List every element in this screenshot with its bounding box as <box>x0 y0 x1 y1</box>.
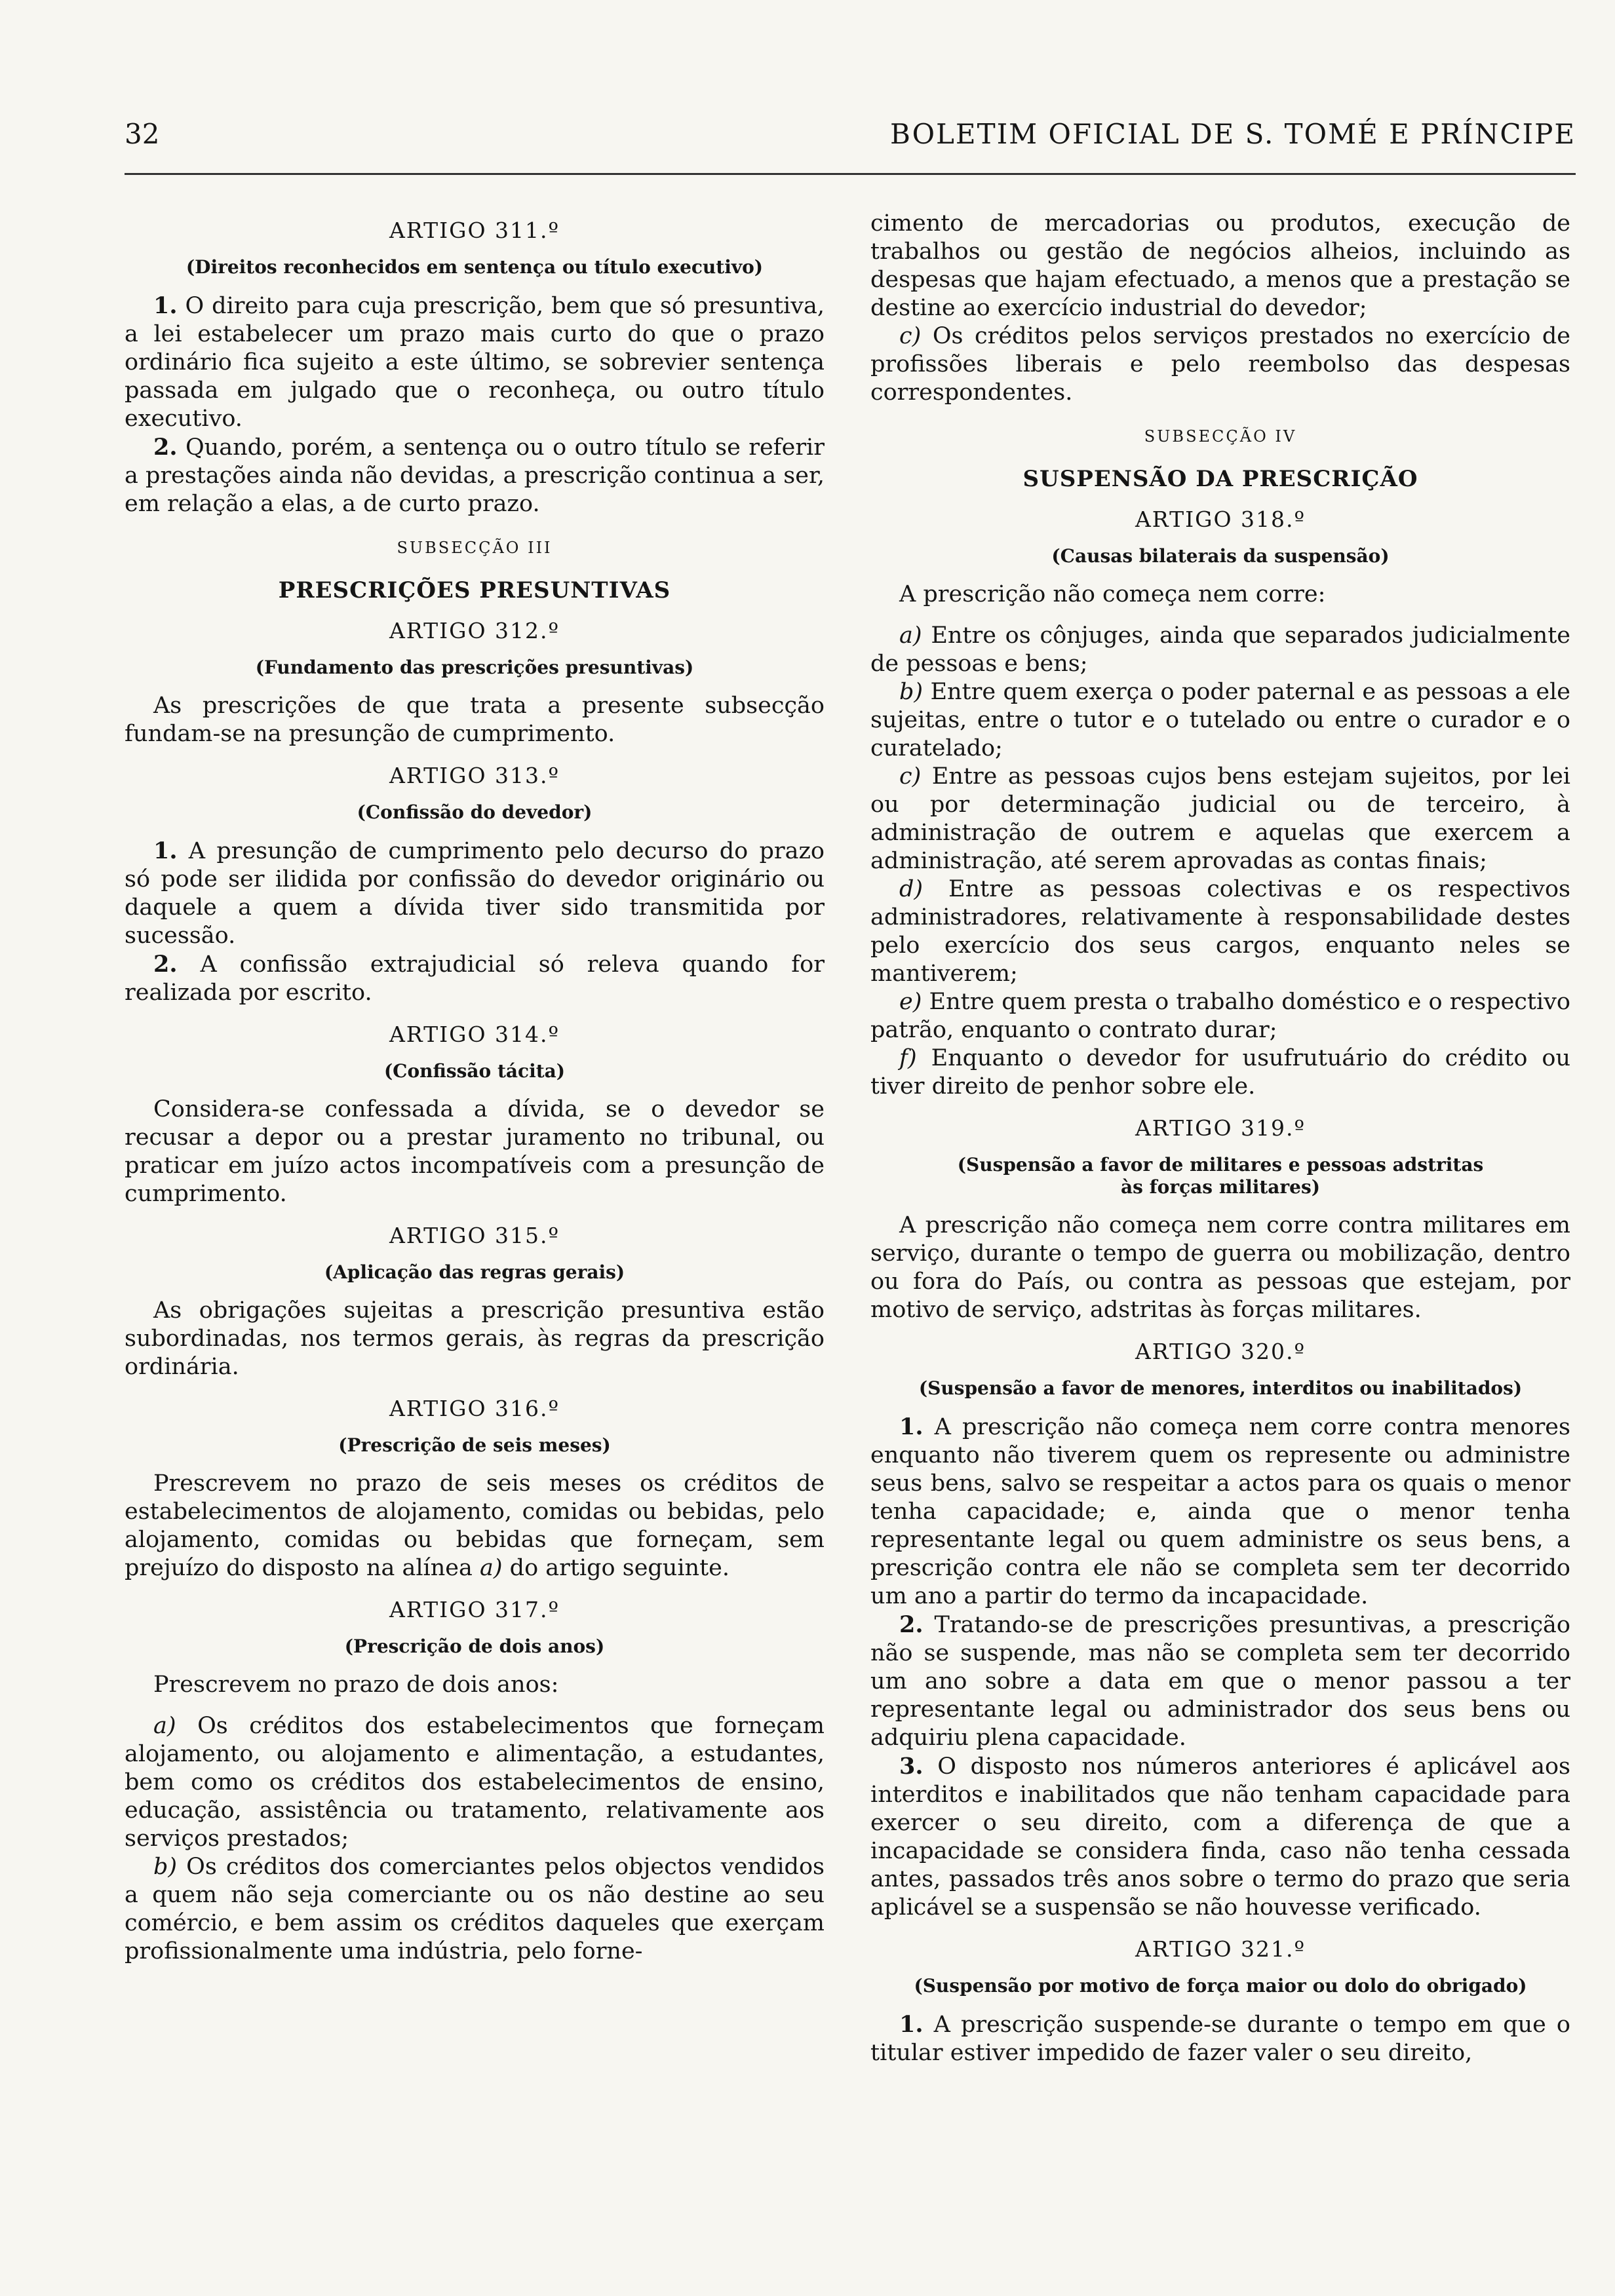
article-315 <box>125 1221 825 1381</box>
paragraph-text: Prescrevem no prazo de dois anos: <box>153 1672 559 1698</box>
right-column <box>870 210 1570 2067</box>
paragraph-number: 1. <box>153 837 178 864</box>
paragraph-text: A prescrição suspende-se durante o tempo em que o titular estiver impedido de fazer valer o seu direito, <box>870 2012 1570 2066</box>
paragraph <box>870 1413 1570 1611</box>
paragraph <box>870 1752 1570 1922</box>
article-title: ARTIGO 316.º <box>389 1396 560 1421</box>
list-item <box>870 322 1570 407</box>
paragraph-text: O direito para cuja prescrição, bem que só presuntiva, a lei estabelecer um prazo mais curto do que o prazo ordinário fica sujeito a este último, se sobrevier sentença passada em julgado que o reconheça, ou outro título executivo. <box>125 293 825 432</box>
paragraph-text: Considera-se confessada a dívida, se o devedor se recusar a depor ou a prestar juramento no tribunal, ou praticar em juízo actos incompatíveis com a presunção de cumprimento. <box>125 1096 825 1207</box>
item-label: e) <box>899 989 922 1015</box>
alinea-reference: a) <box>480 1555 503 1581</box>
article-title: ARTIGO 319.º <box>1135 1115 1306 1141</box>
paragraph-text: Quando, porém, a sentença ou o outro título se referir a prestações ainda não devidas, a prescrição continua a ser, em relação a elas, a de curto prazo. <box>125 434 825 517</box>
item-label: f) <box>899 1045 917 1071</box>
article-subtitle: (Suspensão a favor de menores, interditos ou inabilitados) <box>918 1377 1523 1399</box>
item-label: b) <box>153 1854 178 1880</box>
paragraph <box>125 292 825 433</box>
paragraph-text: A prescrição não começa nem corre contra militares em serviço, durante o tempo de guerra ou mobilização, dentro ou fora do País, ou contra as pessoas que estejam, por motivo de serviço, adstritas às forças militares. <box>870 1212 1570 1323</box>
paragraph-text: A prescrição não começa nem corre contra menores enquanto não tiverem quem os represente ou administre seus bens, salvo se respeitar a actos para os quais o menor tenha capacidade; e, ainda que o menor tenha representante legal ou quem administre os seus bens, a prescrição contra ele não se completa sem ter decorrido um ano a partir do termo da incapacidade. <box>870 1414 1570 1609</box>
paragraph <box>125 433 825 518</box>
article-311 <box>125 216 825 518</box>
article-subtitle: (Prescrição de dois anos) <box>344 1636 605 1657</box>
list-item <box>870 1044 1570 1101</box>
paragraph <box>125 1470 825 1582</box>
article-subtitle: (Causas bilaterais da suspensão) <box>1051 545 1390 567</box>
page-number: 32 <box>125 118 160 150</box>
paragraph-text: A presunção de cumprimento pelo decurso do prazo só pode ser ilidida por confissão do devedor originário ou daquele a quem a dívida tiver sido transmitida por sucessão. <box>125 838 825 949</box>
list-item <box>870 988 1570 1044</box>
item-label: c) <box>899 323 922 349</box>
paragraph-text: Tratando-se de prescrições presuntivas, a prescrição não se suspende, mas não se completa sem ter decorrido um ano sobre a data em que o menor passou a ter representante legal ou administrador dos seus bens ou adquiriu plena capacidade. <box>870 1612 1570 1751</box>
article-subtitle: (Direitos reconhecidos em sentença ou título executivo) <box>185 256 764 278</box>
item-text: Os créditos pelos serviços prestados no exercício de profissões liberais e pelo reembolso das despesas correspondentes. <box>870 323 1570 406</box>
subsection-title: SUSPENSÃO DA PRESCRIÇÃO <box>1022 466 1418 492</box>
paragraph-number: 2. <box>153 434 178 461</box>
article-312 <box>125 617 825 748</box>
article-title: ARTIGO 317.º <box>389 1597 560 1622</box>
paragraph-text: O disposto nos números anteriores é aplicável aos interditos e inabilitados que não tenham capacidade para exercer o seu direito, com a diferença de que a incapacidade se considera finda, caso não tenha cessada antes, passados três anos sobre o termo do prazo que seria aplicável se a suspensão se não houvesse verificado. <box>870 1753 1570 1921</box>
paragraph-number: 2. <box>153 951 178 978</box>
article-title: ARTIGO 320.º <box>1135 1339 1306 1364</box>
article-subtitle-line: (Suspensão a favor de militares e pessoas adstritas <box>957 1154 1484 1176</box>
paragraph-text: As prescrições de que trata a presente subsecção fundam-se na presunção de cumprimento. <box>125 693 825 747</box>
paragraph-text: A confissão extrajudicial só releva quando for realizada por escrito. <box>125 951 825 1006</box>
article-subtitle: (Fundamento das prescrições presuntivas) <box>255 657 694 678</box>
item-text: Entre quem presta o trabalho doméstico e o respectivo patrão, enquanto o contrato durar; <box>870 989 1570 1043</box>
article-subtitle: (Suspensão por motivo de força maior ou dolo do obrigado) <box>914 1975 1527 1997</box>
paragraph-number: 1. <box>899 2011 924 2038</box>
article-subtitle <box>870 1154 1570 1198</box>
article-317 <box>125 1596 825 1966</box>
item-text: Os créditos dos estabelecimentos que forneçam alojamento, ou alojamento e alimentação, a estudantes, bem como os créditos dos estabelecimentos de ensino, educação, assistência ou tratamento, relativamente aos serviços prestados; <box>125 1713 825 1852</box>
list-item <box>125 1712 825 1853</box>
paragraph-text: A prescrição não começa nem corre: <box>899 581 1326 607</box>
article-subtitle: (Prescrição de seis meses) <box>338 1434 611 1456</box>
article-subtitle: (Confissão do devedor) <box>357 801 593 823</box>
paragraph <box>125 837 825 950</box>
subsection-title: PRESCRIÇÕES PRESUNTIVAS <box>278 577 671 603</box>
header-rule <box>125 173 1576 175</box>
paragraph-text: Prescrevem no prazo de seis meses os créditos de estabelecimentos de alojamento, comidas ou bebidas, pelo alojamento, comidas ou bebidas que forneçam, sem prejuízo do disposto na alínea <box>125 1470 825 1581</box>
article-title: ARTIGO 315.º <box>389 1223 560 1248</box>
article-title: ARTIGO 312.º <box>389 618 560 643</box>
list-item <box>870 875 1570 988</box>
paragraph <box>125 950 825 1007</box>
item-text: Entre quem exerça o poder paternal e as pessoas a ele sujeitas, entre o tutor e o tutelado ou entre o curador e o curatelado; <box>870 679 1570 761</box>
continued-text: cimento de mercadorias ou produtos, execução de trabalhos ou gestão de negócios alheios, incluindo as despesas que hajam efectuado, a menos que a prestação se destine ao exercício industrial do devedor; <box>870 210 1570 321</box>
article-title: ARTIGO 314.º <box>389 1022 560 1047</box>
article-321 <box>870 1935 1570 2067</box>
article-title: ARTIGO 311.º <box>389 218 560 243</box>
item-label: b) <box>899 679 924 705</box>
item-label: c) <box>899 763 922 790</box>
paragraph-number: 1. <box>153 292 178 319</box>
list-item <box>125 1853 825 1966</box>
article-320 <box>870 1337 1570 1922</box>
article-title: ARTIGO 321.º <box>1135 1936 1306 1962</box>
list-item <box>870 678 1570 763</box>
article-subtitle: (Confissão tácita) <box>383 1060 566 1082</box>
item-label: d) <box>899 876 924 902</box>
item-text: Entre as pessoas colectivas e os respectivos administradores, relativamente à responsabilidade destes pelo exercício dos seus cargos, enquanto neles se mantiverem; <box>870 876 1570 987</box>
item-text: Entre as pessoas cujos bens estejam sujeitos, por lei ou por determinação judicial ou de terceiro, à administração de outrem e aquelas que exercem a administração, até serem aprovadas as contas finais; <box>870 763 1570 874</box>
item-text: Entre os cônjuges, ainda que separados judicialmente de pessoas e bens; <box>870 622 1570 677</box>
page-header <box>125 118 1576 170</box>
subsection-label: SUBSECÇÃO III <box>397 539 553 557</box>
list-item <box>870 763 1570 875</box>
article-316 <box>125 1394 825 1582</box>
subsection-label: SUBSECÇÃO IV <box>1144 427 1297 446</box>
left-column <box>125 210 825 1966</box>
paragraph-text: do artigo seguinte. <box>509 1555 730 1581</box>
running-title: BOLETIM OFICIAL DE S. TOMÉ E PRÍNCIPE <box>889 118 1576 150</box>
paragraph <box>870 1611 1570 1752</box>
article-314 <box>125 1020 825 1208</box>
paragraph <box>870 2010 1570 2067</box>
paragraph-number: 2. <box>899 1611 924 1638</box>
article-title: ARTIGO 318.º <box>1135 507 1306 532</box>
paragraph-number: 3. <box>899 1753 924 1780</box>
article-313 <box>125 761 825 1007</box>
list-item <box>870 622 1570 678</box>
article-subtitle-line: às forças militares) <box>1120 1176 1321 1198</box>
article-319 <box>870 1114 1570 1324</box>
article-title: ARTIGO 313.º <box>389 763 560 788</box>
item-text: Enquanto o devedor for usufrutuário do crédito ou tiver direito de penhor sobre ele. <box>870 1045 1570 1100</box>
item-label: a) <box>899 622 922 649</box>
article-subtitle: (Aplicação das regras gerais) <box>324 1261 625 1283</box>
article-318 <box>870 505 1570 1101</box>
item-label: a) <box>153 1713 176 1739</box>
item-text: Os créditos dos comerciantes pelos objectos vendidos a quem não seja comerciante ou os não destine ao seu comércio, e bem assim os créditos daqueles que exerçam profissionalmente uma indústria, pelo forne- <box>125 1854 825 1964</box>
paragraph-number: 1. <box>899 1413 924 1440</box>
paragraph-text: As obrigações sujeitas a prescrição presuntiva estão subordinadas, nos termos gerais, às regras da prescrição ordinária. <box>125 1297 825 1380</box>
